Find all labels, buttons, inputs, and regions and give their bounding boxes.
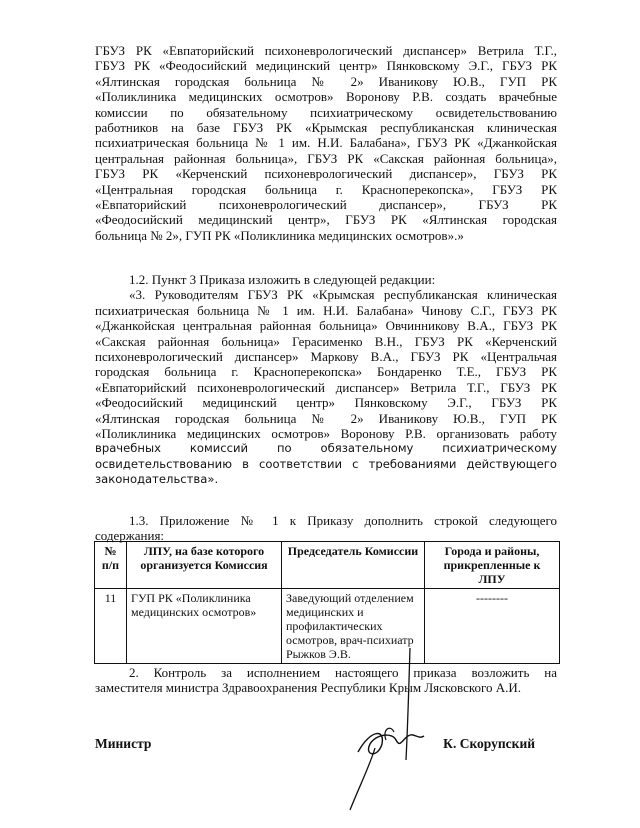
text-line: центральная районная больница», ГБУЗ РК «Сакская районная больница», [95,150,557,166]
table-header-row [95,542,560,589]
text-line: городская больница г. Красноперекопска» Бондаренко Т.Е., ГБУЗ РК [95,364,557,380]
cell-chair: Заведующий отделением медицинских и профилактических осмотров, врач-психиатр Рыжков Э.В. [282,589,425,664]
paragraph-commissions-continued [95,43,557,243]
text-line: «Сакская районная больница» Герасименко В.Н., ГБУЗ РК «Керченский [95,333,557,349]
signer-position: Министр [95,736,152,751]
header-number: № п/п [95,542,127,589]
signature-block [95,736,557,756]
text-line: законодательства». [95,472,219,487]
text-line: психоневрологический диспансер» Маркову В.А., ГБУЗ РК «Центральчая [95,348,557,364]
text-line: больница № 2», ГУП РК «Поликлиника медицинских осмотров».» [95,227,464,243]
text-line: «Поликлиника медицинских осмотров» Воронову Р.В. организовать работу [95,425,557,441]
text-line: «Феодосийский медицинский центр», ГБУЗ РК «Ялтинская городская [95,212,557,228]
text-line: ГБУЗ РК «Керченский психоневрологический диспансер», ГБУЗ РК [95,166,557,182]
text-line: освидетельствованию в соответствии с требованиями действующего [95,456,557,471]
paragraph-item-1-3 [95,513,557,544]
handwritten-signature [330,640,440,820]
header-lpu: ЛПУ, на базе которого организуется Комиссия [127,542,282,589]
text-line: 1.2. Пункт 3 Приказа изложить в следующей редакции: [129,272,436,287]
text-line: заместителя министра Здравоохранения Республики Крым Лясковского А.И. [95,680,522,696]
text-line: ГБУЗ РК «Евпаторийский психоневрологический диспансер» Ветрила Т.Г., [95,43,557,58]
text-line: психиатрическая больница № 1 им. Н.И. Балабана», ГБУЗ РК «Джанкойская [95,135,557,151]
text-line: работников на базе ГБУЗ РК «Крымская республиканская клиническая [95,119,557,135]
text-line: 2. Контроль за исполнением настоящего приказа возложить на [129,665,557,680]
paragraph-item-1-2 [95,272,557,487]
text-line: «Джанкойская центральная районная больница» Овчинникову В.А., ГБУЗ РК [95,318,557,334]
text-line: содержания: [95,528,165,544]
text-line: ГБУЗ РК «Феодосийский медицинский центр» Пянковскому Э.Г., ГБУЗ РК [95,58,557,74]
header-chair: Председатель Комиссии [282,542,425,589]
text-line: «Евпаторийский психоневрологический диспансер» Ветрила Т.Г., ГБУЗ РК [95,379,557,395]
cell-lpu: ГУП РК «Поликлиника медицинских осмотров» [127,589,282,664]
text-line: психиатрическая больница № 1 им. Н.И. Балабана» Чинову С.Г., ГБУЗ РК [95,302,557,318]
text-line: «Ялтинская городская больница № 2» Иваникову Ю.В., ГУП РК [95,73,557,89]
text-line: 1.3. Приложение № 1 к Приказу дополнить строкой следующего [129,513,557,528]
cell-number: 11 [95,589,127,664]
text-line: «Поликлиника медицинских осмотров» Воронову Р.В. создать врачебные [95,89,557,105]
text-line: «Феодосийский медицинский центр» Пянковскому Э.Г., ГБУЗ РК [95,395,557,411]
appendix-table [94,541,560,664]
text-line: «3. Руководителям ГБУЗ РК «Крымская республиканская клиническая [129,287,557,303]
text-line: «Евпаторийский психоневрологический диспансер», ГБУЗ РК [95,196,557,212]
text-line: «Центральная городская больница г. Красноперекопска», ГБУЗ РК [95,181,557,197]
table-row [95,589,560,664]
header-areas: Города и районы, прикрепленные к ЛПУ [425,542,560,589]
cell-areas: -------- [425,589,560,664]
signer-name: К. Скорупский [443,736,535,751]
paragraph-item-2 [95,665,557,696]
text-line: «Ялтинская городская больница № 2» Иваникову Ю.В., ГУП РК [95,410,557,426]
text-line: комиссии по обязательному психиатрическому освидетельствованию [95,104,557,120]
text-line: врачебных комиссий по обязательному психиатрическому [95,441,557,456]
